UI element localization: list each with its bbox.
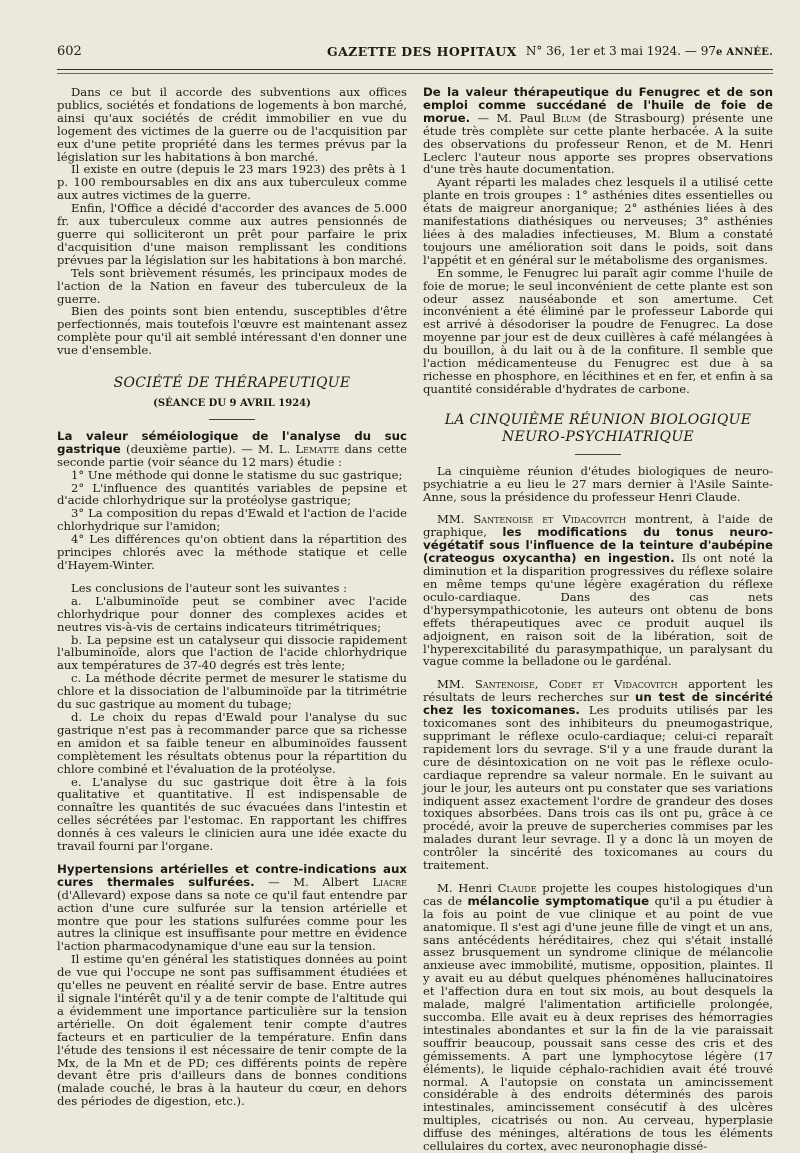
article-hypertension	[57, 863, 407, 953]
article-title: De la valeur thérapeutique du Fenugrec et de son emploi comme succédané de l'huile de foie de morue.	[423, 85, 773, 125]
conclusions-intro: Les conclusions de l'auteur sont les suivantes :	[71, 580, 348, 595]
article-title: La valeur séméiologique de l'analyse du suc gastrique	[57, 428, 407, 456]
authors-suffix: montrent, à l'aide de graphique,	[423, 512, 773, 540]
issue-info	[526, 44, 773, 58]
article-authors: Santenoise et Vidacovitch	[473, 512, 626, 527]
list-item: 2° L'influence des quantités variables de pepsine et d'acide chlorhydrique sur la protéolyse gastrique;	[57, 480, 407, 508]
seance-date: (SÉANCE DU 9 AVRIL 1924)	[153, 398, 311, 410]
page-header	[57, 44, 773, 66]
journal-title: GAZETTE DES HOPITAUX	[327, 44, 517, 59]
article-title: les modifications du tonus neuro-végétatif sous l'influence de la teinture d'aubépine (crateogus oxycantha) en ingestion.	[423, 525, 774, 566]
page-number: 602	[57, 44, 82, 59]
article-fenugrec	[423, 86, 773, 176]
article-aubepine	[423, 513, 773, 668]
article-lead-rest: dans cette seconde partie (voir séance du 12 mars) étudie :	[57, 441, 407, 469]
society-title: SOCIÉTÉ DE THÉRAPEUTIQUE	[113, 375, 351, 392]
issue-main: N° 36, 1er et 3 mai 1924. — 97	[525, 44, 716, 58]
article-authors: Claude	[497, 880, 537, 895]
list-item: 1° Une méthode qui donne le statisme du suc gastrique;	[71, 467, 403, 482]
columns	[57, 86, 773, 1153]
article-author: Lematte	[295, 441, 340, 456]
authors-suffix: apportent les résultats de leurs recherches sur	[423, 677, 773, 705]
article-body: (d'Allevard) expose dans sa note ce qu'il faut entendre par action d'une cure sulfurée sur la tension artérielle et montre que pour les stations sulfurées comme pour les autres la clinique est insuffisante pour mettre en évidence l'action pharmacodynamique d'une eau sur la tension.	[57, 887, 407, 954]
article-title: un test de sincérité chez les toxicomanes.	[423, 690, 773, 718]
header-rule	[57, 69, 773, 70]
article-lead: (deuxième partie). — M. L.	[126, 441, 296, 456]
authors-suffix: projette les coupes histologiques d'un cas de	[423, 880, 773, 908]
reunion-title-line1: LA CINQUIÈME RÉUNION BIOLOGIQUE	[444, 411, 752, 428]
reunion-intro: La cinquième réunion d'études biologiques de neuro-psychiatrie a eu lieu le 27 mars dernier à l'Asile Sainte-Anne, sous la présidence du professeur Henri Claude.	[423, 463, 773, 504]
article-title: mélancolie symptomatique	[467, 893, 650, 908]
article-paragraph: En somme, le Fenugrec lui paraît agir comme l'huile de foie de morue; le seul inconvénient de cette plante est son odeur assez nauséabonde et son amertume. Cet inconvénient a été éliminé par le professeur Laborde qui est arrivé à désodoriser la poudre de Fenugrec. La dose moyenne par jour est de deux cuillères à café mélangées à du bouillon, à du lait ou à de la confiture. Il semble que l'action médicamenteuse du Fenugrec est due à sa richesse en phosphore, en lécithines et en fer, et enfin à sa quantité considérable d'hydrates de carbone.	[423, 265, 773, 396]
article-gastric	[57, 430, 407, 469]
list-item: 4° Les différences qu'on obtient dans la répartition des principes chlorés avec la méthode statique et celle d'Hayem-Winter.	[57, 532, 407, 572]
article-author: Liacre	[372, 874, 407, 889]
intro-paragraph: Tels sont brièvement résumés, les principaux modes de l'action de la Nation en faveur des tuberculeux de la guerre.	[57, 265, 407, 306]
section-divider	[575, 454, 621, 455]
authors-prefix: MM.	[437, 512, 474, 527]
article-authors: Santenoise, Codet et Vidacovitch	[474, 677, 678, 692]
section-divider	[209, 419, 255, 420]
authors-prefix: M. Henri	[437, 880, 498, 895]
article-body: qu'il a pu étudier à la fois au point de vue clinique et au point de vue anatomique. Il s'est agi d'une jeune fille de vingt et un ans, sans antécédents héréditaires, chez qui s'était installé assez brusquement un syndrome clinique de mélancolie anxieuse avec immobilité, mutisme, opposition, plaintes. Il y avait eu au début quelques phénomènes hallucinatoires et l'affection dura en tout six mois, au bout desquels la malade, malgré l'alimentation artificielle prolongée, succomba. Elle avait eu à deux reprises des hémorragies intestinales abondantes et sur la fin de la vie paraissait souffrir beaucoup, poussait sans cesse des cris et des gémissements. A part une lymphocytose légère (17 éléments), le liquide céphalo-rachidien avait été trouvé normal. A l'autopsie on constata un amincissement considérable à des endroits déterminés des parois intestinales, amincissement consécutif à des ulcères multiples, cicatrisés ou non. Au cerveau, hyperplasie diffuse des méninges, altérations de tous les éléments cellulaires du cortex, avec neuronophagie dissé-	[423, 893, 774, 1153]
right-column	[423, 86, 773, 1153]
left-column	[57, 86, 407, 1153]
intro-paragraph: Enfin, l'Office a décidé d'accorder des avances de 5.000 fr. aux tuberculeux comme aux autres pensionnés de guerre qui solliciteront un prêt pour parfaire le prix d'acquisition d'une maison remplissant les conditions prévues par la législation sur les habitations à bon marché.	[57, 201, 407, 267]
article-toxicomanes	[423, 678, 773, 872]
conclusion-item: e. L'analyse du suc gastrique doit être à la fois qualitative et quantitative. Il est indispensable de connaître les quantités de suc évacuées dans l'intestin et celles sécrétées par l'estomac. En rapportant les chiffres donnés à ces valeurs le clinicien aura une idée exacte du travail fourni par l'organe.	[57, 774, 407, 854]
intro-paragraph: Dans ce but il accorde des subventions aux offices publics, sociétés et fondations de logements à bon marché, ainsi qu'aux sociétés de crédit immobilier en vue du logement des victimes de la guerre ou de l'acquisition par eux d'une petite propriété dans les termes prévus par la législation sur les habitations à bon marché.	[57, 85, 407, 164]
list-item: 3° La composition du repas d'Ewald et l'action de l'acide chlorhydrique sur l'amidon;	[57, 506, 407, 534]
article-author: Blum	[552, 110, 581, 125]
conclusion-item: b. La pepsine est un catalyseur qui dissocie rapidement l'albuminoïde, alors que l'action de l'acide chlorhydrique aux températures de 37-40 degrés est très lente;	[57, 632, 407, 673]
reunion-title-line2: NEURO-PSYCHIATRIQUE	[502, 428, 694, 445]
issue-year: e ANNÉE.	[715, 47, 773, 58]
article-title: Hypertensions artérielles et contre-indications aux cures thermales sulfurées.	[57, 861, 407, 889]
conclusion-item: a. L'albuminoïde peut se combiner avec l'acide chlorhydrique pour donner des complexes acides et neutres vis-à-vis de certains indicateurs titrimétriques;	[57, 593, 407, 634]
article-body: Ils ont noté la diminution et la disparition progressives du réflexe solaire en même temps qu'une légère exagération du réflexe oculo-cardiaque. Dans des cas nets d'hypersympathicotonie, les auteurs ont obtenu de bons effets thérapeutiques avec ce produit auquel ils adjoignent, en raison soit de la libération, soit de l'hyperexcitabilité du parasympathique, un paralysant du vague comme la belladone ou le gardénal.	[423, 551, 773, 669]
article-paragraph: Il estime qu'en général les statistiques données au point de vue qui l'occupe ne sont pas suffisamment étudiées et qu'elles ne peuvent en réalité servir de base. Entre autres il signale l'intérêt qu'il y a de tenir compte de l'altitude qui a évidemment une importance particulière sur la tension artérielle. On doit également tenir compte d'autres facteurs et en particulier de la température. Enfin dans l'étude des tensions il est nécessaire de tenir compte de la Mx, de la Mn et de PD; ces différents points de repère devant être pris d'ailleurs dans de bonnes conditions (malade couché, le bras à la hauteur du cœur, en dehors des périodes de digestion, etc.).	[57, 952, 407, 1109]
article-paragraph: Ayant réparti les malades chez lesquels il a utilisé cette plante en trois groupes : 1° asthénies dites essentielles ou états de maigreur anorganique; 2° asthénies liées à des manifestations diathésiques ou nerveuses; 3° asthénies liées à des maladies infectieuses, M. Blum a constaté toujours une amélioration soit dans le poids, soit dans l'appétit et en général sur le métabolisme des organismes.	[423, 175, 773, 267]
reunion-title	[423, 412, 773, 446]
article-melancolie	[423, 882, 773, 1153]
article-body: (de Strasbourg) présente une étude très complète sur cette plante herbacée. A la suite des observations du professeur Renon, et de M. Henri Leclerc l'auteur nous apporte ses propres observations d'une très haute documentation.	[423, 110, 774, 177]
method-list	[57, 469, 407, 572]
conclusion-item: d. Le choix du repas d'Ewald pour l'analyse du suc gastrique n'est pas à recommander parce que sa richesse en amidon et sa faible teneur en albuminoïdes faussent complètement les résultats obtenus pour la répartition du chlore combiné et l'évaluation de la protéolyse.	[57, 709, 407, 776]
conclusion-item: c. La méthode décrite permet de mesurer le statisme du chlore et la dissociation de l'albuminoïde par la titrimétrie du suc gastrique au moment du tubage;	[57, 671, 407, 712]
authors-prefix: MM.	[437, 677, 475, 692]
intro-paragraph: Il existe en outre (depuis le 23 mars 1923) des prêts à 1 p. 100 remboursables en dix ans aux tuberculeux comme aux autres victimes de la guerre.	[57, 162, 407, 203]
intro-paragraph: Bien des points sont bien entendu, susceptibles d'être perfectionnés, mais toutefois l'œuvre est maintenant assez complète pour qu'il ait semblé intéressant d'en donner une vue d'ensemble.	[57, 304, 407, 358]
article-lead: — M. Albert	[254, 874, 373, 889]
header-rule-secondary	[57, 73, 773, 74]
article-lead: — M. Paul	[470, 110, 553, 125]
article-body: Les produits utilisés par les toxicomanes sont des inhibiteurs du pneumogastrique, supprimant le réflexe oculo-cardiaque; celui-ci reparaît rapidement lors du sevrage. S'il y a une fraude durant la cure de désintoxication on ne voit pas le réflexe oculo-cardiaque reprendre sa valeur normale. En le suivant au jour le jour, les auteurs ont pu constater que ses variations indiquent assez exactement l'ordre de grandeur des doses toxiques absorbées. Dans trois cas ils ont pu, grâce à ce procédé, avoir la preuve de supercheries commises par les malades durant leur sevrage. Il y a donc là un moyen de contrôler la sincérité des toxicomanes au cours du traitement.	[423, 703, 773, 873]
